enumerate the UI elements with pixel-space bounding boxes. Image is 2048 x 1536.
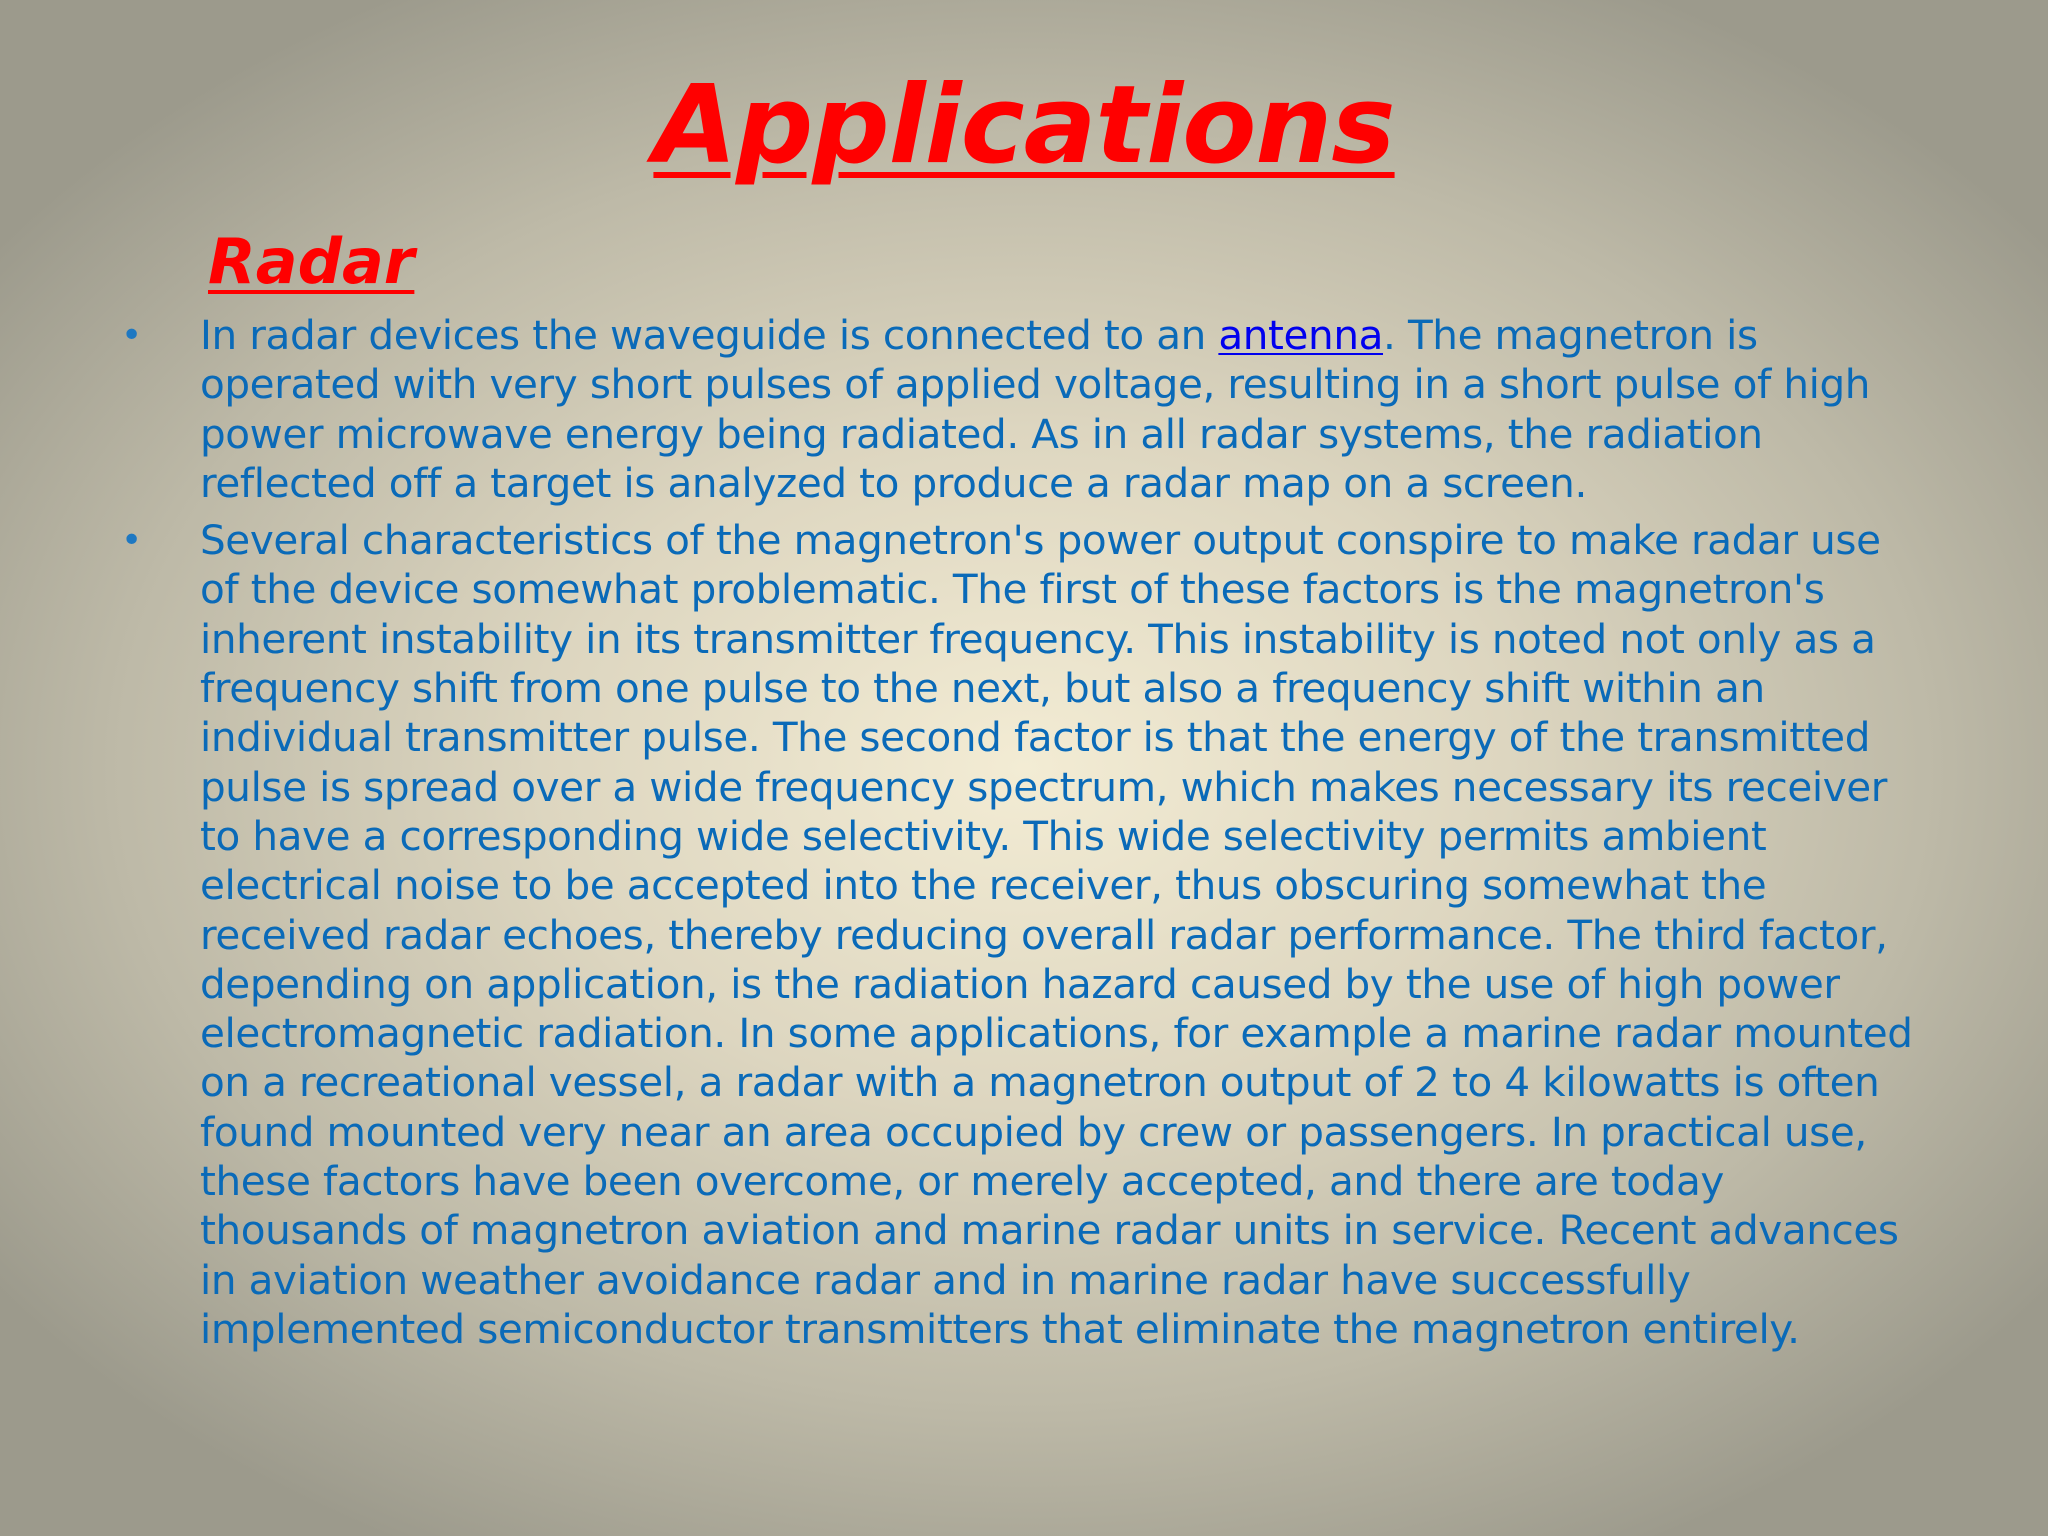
- antenna-link[interactable]: antenna: [1218, 311, 1384, 359]
- bullet-icon: •: [121, 315, 142, 356]
- bullet-text: Several characteristics of the magnetron's power output conspire to make radar use of the device somewhat problematic. The first of these factors is the magnetron's inherent instability in its transmitter frequency. This instability is noted not only as a frequency shift from one pulse to the next, but also a frequency shift within an individual transmitter pulse. The second factor is that the energy of the transmitted pulse is spread over a wide frequency spectrum, which makes necessary its receiver to have a corresponding wide selectivity. This wide selectivity permits ambient electrical noise to be accepted into the receiver, thus obscuring somewhat the received radar echoes, thereby reducing overall radar performance. The third factor, depending on application, is the radiation hazard caused by the use of high power electromagnetic radiation. In some applications, for example a marine radar mounted on a recreational vessel, a radar with a magnetron output of 2 to 4 kilowatts is often found mounted very near an area occupied by crew or passengers. In practical use, these factors have been overcome, or merely accepted, and there are today thousands of magnetron aviation and marine radar units in service. Recent advances in aviation weather avoidance radar and in marine radar have successfully implemented semiconductor transmitters that eliminate the magnetron entirely.: [200, 516, 1913, 1353]
- bullet-item: [121, 516, 1920, 1354]
- bullet-icon: •: [121, 520, 142, 562]
- section-heading: Radar: [208, 225, 415, 298]
- bullet-text-after-link: . The magnetron is operated with very short pulses of applied voltage, resulting in a short pulse of high power microwave energy being radiated. As in all radar systems, the radiation reflected off a target is analyzed to produce a radar map on a screen.: [200, 311, 1871, 507]
- bullet-item: [121, 311, 1920, 508]
- slide-title: Applications: [653, 63, 1395, 188]
- bullet-text-before-link: In radar devices the waveguide is connected to an: [200, 311, 1219, 359]
- bullet-list: [121, 311, 1920, 1362]
